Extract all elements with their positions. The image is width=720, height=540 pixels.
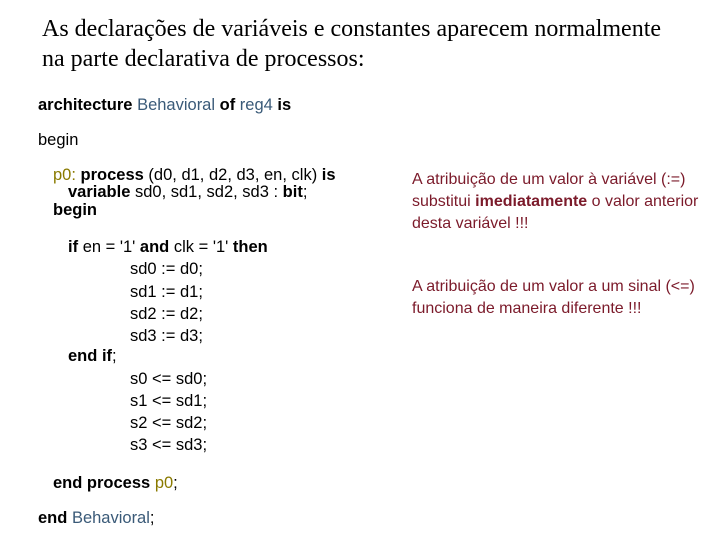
kw-end-process: end process	[53, 474, 151, 492]
code-var-assign-1: sd0 := d0;	[130, 260, 203, 278]
note1-text-post: o valor anterior desta variável !!!	[412, 193, 699, 232]
code-if-line	[68, 236, 268, 258]
kw-process-begin: begin	[53, 201, 97, 219]
slide-title	[42, 14, 702, 74]
title-line-1: As declarações de variáveis e constantes aparecem normalmente	[42, 16, 662, 42]
code-end-architecture-line	[38, 507, 155, 529]
code-var-assign-3: sd2 := d2;	[130, 305, 203, 323]
code-begin-line	[38, 129, 78, 151]
note1-text-pre: A atribuição de um valor à variável (:=) substitui	[412, 171, 686, 210]
kw-process-is: is	[321, 166, 336, 184]
kw-of: of	[219, 96, 236, 114]
kw-end: end	[68, 347, 98, 365]
if-condition-1: en = '1'	[82, 238, 136, 256]
code-architecture-line	[38, 94, 291, 116]
kw-process: process	[80, 166, 144, 184]
end-architecture-name: Behavioral	[71, 509, 150, 527]
sensitivity-list: (d0, d1, d2, d3, en, clk)	[148, 166, 318, 184]
kw-is: is	[277, 96, 292, 114]
kw-then: then	[232, 238, 268, 256]
if-condition-2: clk = '1'	[173, 238, 229, 256]
architecture-name: Behavioral	[137, 96, 216, 114]
process-label: p0:	[53, 166, 76, 184]
semicolon: ;	[149, 509, 155, 527]
semicolon: ;	[173, 474, 178, 492]
code-var-assign-4: sd3 := d3;	[130, 327, 203, 345]
kw-and: and	[139, 238, 170, 256]
code-var-assign-2: sd1 := d1;	[130, 283, 203, 301]
kw-begin: begin	[38, 131, 79, 149]
semicolon: ;	[302, 183, 308, 201]
variable-list: sd0, sd1, sd2, sd3 :	[134, 183, 279, 201]
note-variable-assignment	[412, 169, 702, 235]
note-signal-assignment: A atribuição de um valor a um sinal (<=) funciona de maneira diferente !!!	[412, 278, 695, 317]
code-end-process-line	[53, 472, 178, 494]
kw-architecture: architecture	[38, 96, 133, 114]
code-sig-assign-4: s3 <= sd3;	[130, 436, 208, 454]
code-process-begin-line	[53, 199, 97, 221]
code-sig-assign-2: s1 <= sd1;	[130, 392, 208, 410]
end-process-label: p0	[154, 474, 174, 492]
kw-end-if: if	[101, 347, 113, 365]
kw-variable: variable	[68, 183, 131, 201]
code-sig-assign-1: s0 <= sd0;	[130, 370, 208, 388]
code-variable-line	[68, 181, 307, 203]
code-sig-assign-3: s2 <= sd2;	[130, 414, 208, 432]
semicolon: ;	[112, 347, 117, 365]
kw-end-architecture: end	[38, 509, 68, 527]
note1-text-bold: imediatamente	[475, 193, 588, 210]
kw-bit: bit	[282, 183, 303, 201]
title-line-2: na parte declarativa de processos:	[42, 46, 365, 72]
kw-if: if	[68, 238, 79, 256]
code-end-if-line	[68, 345, 117, 367]
entity-name: reg4	[239, 96, 273, 114]
